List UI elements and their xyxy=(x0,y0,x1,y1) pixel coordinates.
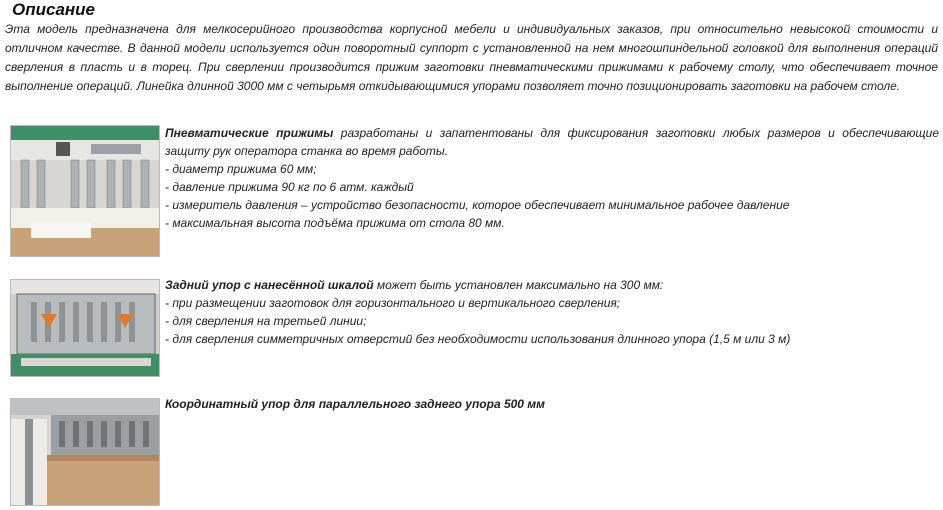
page-title: Описание xyxy=(12,0,96,19)
list-item: - диаметр прижима 60 мм; xyxy=(165,162,317,176)
list-item: - для сверления на третьей линии; xyxy=(165,314,367,328)
list-item: - максимальная высота подъёма прижима от стола 80 мм. xyxy=(165,216,505,230)
intro-paragraph: Эта модель предназначена для мелкосерийного производства корпусной мебели и индивидуальных заказов, при относительно невысокой стоимости и отличном качестве. В данной модели используется один поворотный суппорт с установленной на нем многошпиндельной головкой для выполнения операций сверления в пласть и в торец. При сверлении производится прижим заготовки пневматическими прижимами к рабочему столу, что обеспечивает точное выполнение операций. Линейка длинной 3000 мм с четырьмя откидывающимися упорами позволяет точно позиционировать заготовки на рабочем столе. xyxy=(5,22,938,93)
list-item: - для сверления симметричных отверстий без необходимости использования длинного упора (1,5 м или 3 м) xyxy=(165,332,791,346)
rear-stop-photo xyxy=(10,279,160,377)
rear-stop-heading: Задний упор с нанесённой шкалой xyxy=(165,278,374,292)
rear-stop-lead: может быть установлен максимально на 300 мм: xyxy=(373,278,664,292)
rear-stop-text xyxy=(165,276,939,348)
coordinate-stop-text xyxy=(165,395,939,413)
pneumatic-clamps-lead: разработаны и запатентованы для фиксирования заготовки любых размеров и обеспечивающие защиту рук оператора станка во время работы. xyxy=(165,126,939,158)
coordinate-stop-heading: Координатный упор для параллельного заднего упора 500 мм xyxy=(165,397,546,411)
list-item: - измеритель давления – устройство безопасности, которое обеспечивает минимальное рабочее давление xyxy=(165,198,790,212)
coordinate-stop-photo xyxy=(10,398,160,506)
list-item: - при размещении заготовок для горизонтального и вертикального сверления; xyxy=(165,296,621,310)
pneumatic-clamps-photo xyxy=(10,125,160,257)
list-item: - давление прижима 90 кг по 6 атм. каждый xyxy=(165,180,414,194)
pneumatic-clamps-text xyxy=(165,124,939,232)
pneumatic-clamps-heading: Пневматические прижимы xyxy=(165,126,334,140)
